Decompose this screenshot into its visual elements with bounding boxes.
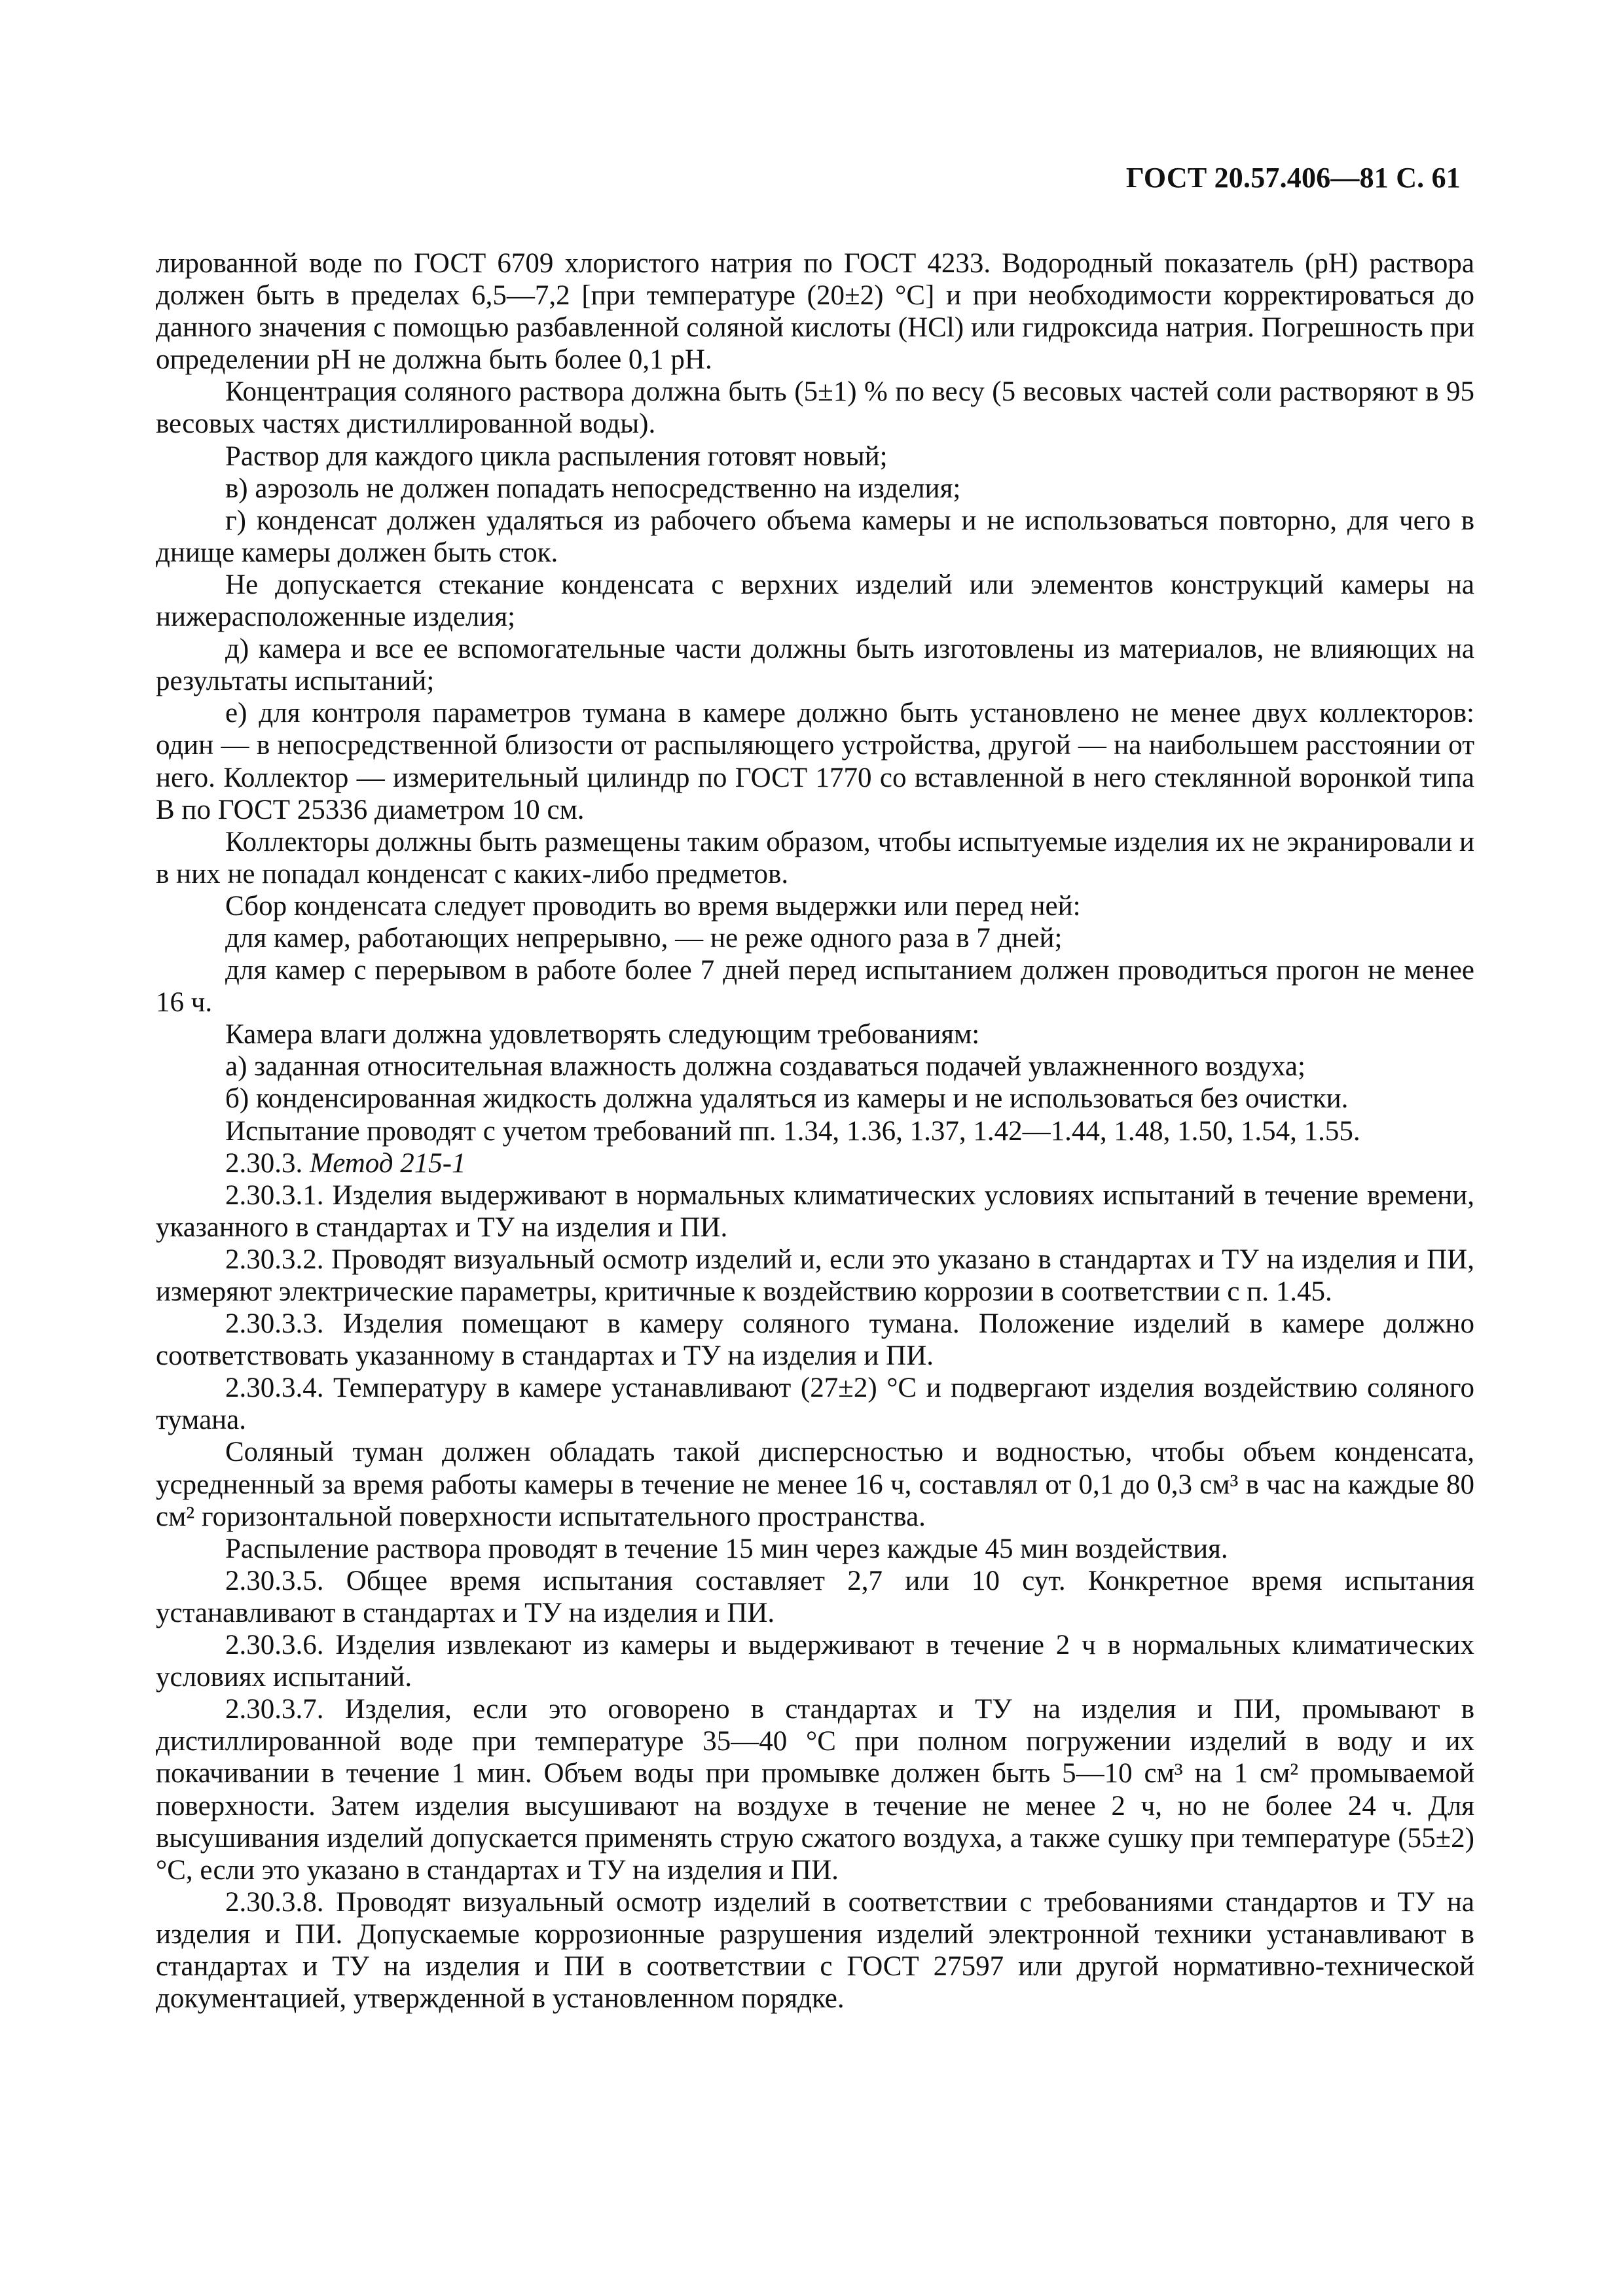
paragraph: Распыление раствора проводят в течение 15 мин через каждые 45 мин воздействия.	[225, 1533, 1228, 1564]
paragraph: д) камера и все ее вспомогательные части должны быть изготовлены из материалов, не влияющих на результаты испытаний;	[156, 634, 1474, 697]
paragraph: 2.30.3.2. Проводят визуальный осмотр изделий и, если это указано в стандартах и ТУ на изделия и ПИ, измеряют электрические параметры, критичные к воздействию коррозии в соответствии с п. 1.45.	[156, 1244, 1474, 1307]
paragraph: лированной воде по ГОСТ 6709 хлористого натрия по ГОСТ 4233. Водородный показатель (pH) раствора должен быть в пределах 6,5—7,2 [при температуре (20±2) °С] и при необходимости корректироваться до данного значения с помощью разбавленной соляной кислоты (HCl) или гидроксида натрия. Погрешность при определении pH не должна быть более 0,1 pH.	[156, 248, 1474, 376]
paragraph: Испытание проводят с учетом требований пп. 1.34, 1.36, 1.37, 1.42—1.44, 1.48, 1.50, 1.54, 1.55.	[225, 1115, 1360, 1147]
paragraph: е) для контроля параметров тумана в камере должно быть установлено не менее двух коллекторов: один — в непосредственной близости от распыляющего устройства, другой — на наибольшем расстоянии от него. Коллектор — измерительный цилиндр по ГОСТ 1770 со вставленной в него стеклянной воронкой типа В по ГОСТ 25336 диаметром 10 см.	[156, 698, 1474, 825]
paragraph: для камер с перерывом в работе более 7 дней перед испытанием должен проводиться прогон не менее 16 ч.	[156, 955, 1474, 1018]
paragraph: 2.30.3.3. Изделия помещают в камеру соляного тумана. Положение изделий в камере должно соответствовать указанному в стандартах и ТУ на изделия и ПИ.	[156, 1308, 1474, 1372]
paragraph: Сбор конденсата следует проводить во время выдержки или перед ней:	[225, 890, 1081, 922]
paragraph: для камер, работающих непрерывно, — не реже одного раза в 7 дней;	[225, 922, 1063, 954]
paragraph: г) конденсат должен удаляться из рабочего объема камеры и не использоваться повторно, для чего в днище камеры должен быть сток.	[156, 505, 1474, 568]
paragraph: Соляный туман должен обладать такой дисперсностью и водностью, чтобы объем конденсата, усредненный за время работы камеры в течение не менее 16 ч, составлял от 0,1 до 0,3 см³ в час на каждые 80 см² горизонтальной поверхности испытательного пространства.	[156, 1437, 1474, 1532]
paragraph: б) конденсированная жидкость должна удаляться из камеры и не использоваться без очистки.	[225, 1083, 1349, 1115]
paragraph: 2.30.3.8. Проводят визуальный осмотр изделий в соответствии с требованиями стандартов и ТУ на изделия и ПИ. Допускаемые коррозионные разрушения изделий электронной техники устанавливают в стандартах и ТУ на изделия и ПИ в соответствии с ГОСТ 27597 или другой нормативно-технической документацией, утвержденной в установленном порядке.	[156, 1886, 1474, 2015]
running-head: ГОСТ 20.57.406—81 С. 61	[1125, 162, 1461, 194]
paragraph: Не допускается стекание конденсата с верхних изделий или элементов конструкций камеры на нижерасположенные изделия;	[156, 569, 1474, 633]
paragraph: в) аэрозоль не должен попадать непосредственно на изделия;	[225, 473, 961, 504]
body-text	[156, 247, 1474, 2015]
paragraph: 2.30.3.7. Изделия, если это оговорено в стандартах и ТУ на изделия и ПИ, промывают в дистиллированной воде при температуре 35—40 °С при полном погружении изделий в воду и их покачивании в течение 1 мин. Объем воды при промывке должен быть 5—10 см³ на 1 см² промываемой поверхности. Затем изделия высушивают на воздухе в течение не менее 2 ч, но не более 24 ч. Для высушивания изделий допускается применять струю сжатого воздуха, а также сушку при температуре (55±2) °С, если это указано в стандартах и ТУ на изделия и ПИ.	[156, 1694, 1474, 1886]
section-title: Метод 215-1	[310, 1147, 466, 1179]
paragraph: Раствор для каждого цикла распыления готовят новый;	[225, 440, 888, 472]
section-heading	[156, 1147, 1474, 1179]
paragraph: Коллекторы должны быть размещены таким образом, чтобы испытуемые изделия их не экранировали и в них не попадал конденсат с каких-либо предметов.	[156, 826, 1474, 889]
section-number: 2.30.3.	[225, 1147, 303, 1179]
paragraph: 2.30.3.4. Температуру в камере устанавливают (27±2) °С и подвергают изделия воздействию соляного тумана.	[156, 1372, 1474, 1436]
paragraph: Камера влаги должна удовлетворять следующим требованиям:	[225, 1019, 980, 1050]
paragraph: 2.30.3.6. Изделия извлекают из камеры и выдерживают в течение 2 ч в нормальных климатических условиях испытаний.	[156, 1630, 1474, 1693]
paragraph: 2.30.3.1. Изделия выдерживают в нормальных климатических условиях испытаний в течение времени, указанного в стандартах и ТУ на изделия и ПИ.	[156, 1179, 1474, 1243]
paragraph: 2.30.3.5. Общее время испытания составляет 2,7 или 10 сут. Конкретное время испытания устанавливают в стандартах и ТУ на изделия и ПИ.	[156, 1565, 1474, 1628]
paragraph: а) заданная относительная влажность должна создаваться подачей увлажненного воздуха;	[225, 1051, 1305, 1083]
paragraph: Концентрация соляного раствора должна быть (5±1) % по весу (5 весовых частей соли растворяют в 95 весовых частях дистиллированной воды).	[156, 376, 1474, 440]
